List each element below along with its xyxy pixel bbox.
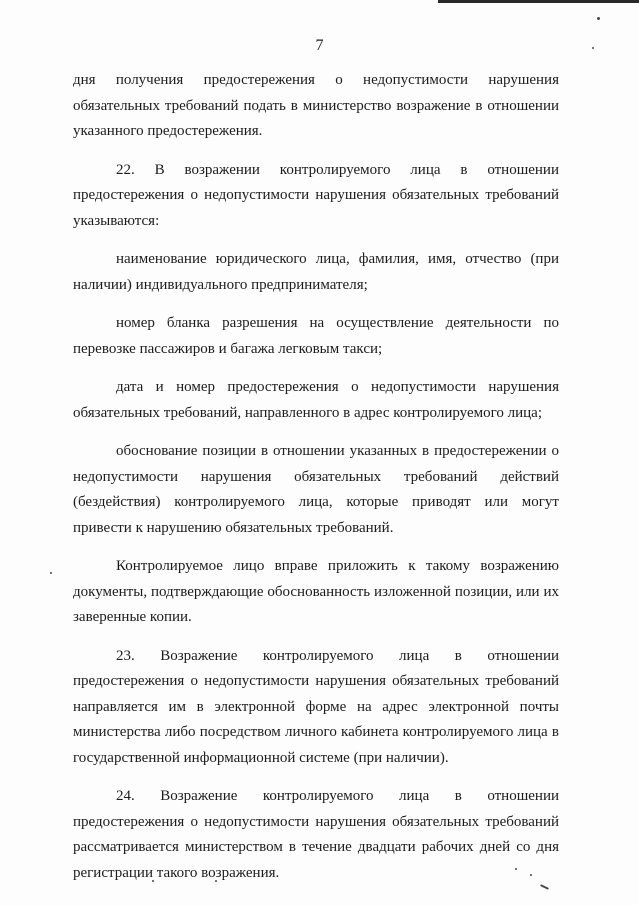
scan-speck — [530, 874, 532, 876]
scan-edge-line — [438, 0, 639, 3]
paragraph-warning-date: дата и номер предостережения о недопустимости нарушения обязательных требований, направленного в адрес контролируемого лица; — [73, 379, 559, 421]
paragraph-attachments: Контролируемое лицо вправе приложить к такому возражению документы, подтверждающие обоснованность изложенной позиции, или их заверенные копии. — [73, 558, 559, 625]
paragraph-item-24: 24. Возражение контролируемого лица в отношении предостережения о недопустимости нарушения обязательных требований рассматривается министерством в течение двадцати рабочих дней со дня регистрации такого возражения. — [73, 788, 559, 881]
paragraph-org-name: наименование юридического лица, фамилия, имя, отчество (при наличии) индивидуального предпринимателя; — [73, 251, 559, 293]
paragraph-item-22: 22. В возражении контролируемого лица в отношении предостережения о недопустимости нарушения обязательных требований указываются: — [73, 161, 559, 229]
scan-speck — [152, 880, 154, 882]
paragraph-continuation: дня получения предостережения о недопустимости нарушения обязательных требований подать в министерство возражение в отношении указанного предостережения. — [73, 72, 559, 139]
page-number: 7 — [315, 37, 324, 54]
scan-speck — [515, 868, 517, 870]
paragraph-permit-number: номер бланка разрешения на осуществление деятельности по перевозке пассажиров и багажа легковым такси; — [73, 315, 559, 357]
scan-speck — [597, 17, 600, 20]
scan-speck — [215, 880, 217, 882]
paragraph-item-23: 23. Возражение контролируемого лица в отношении предостережения о недопустимости нарушения обязательных требований направляется им в электронной форме на адрес электронной почты министерства либо посредством личного кабинета контролируемого лица в государственной информационной системе (при наличии). — [73, 647, 559, 766]
body-text — [73, 68, 559, 886]
scan-speck — [592, 47, 594, 49]
paragraph-justification: обоснование позиции в отношении указанных в предостережении о недопустимости нарушения обязательных требований действий (бездействия) контролируемого лица, которые приводят или могут привести к нарушению обязательных требований. — [73, 443, 559, 536]
scan-speck — [50, 572, 52, 574]
